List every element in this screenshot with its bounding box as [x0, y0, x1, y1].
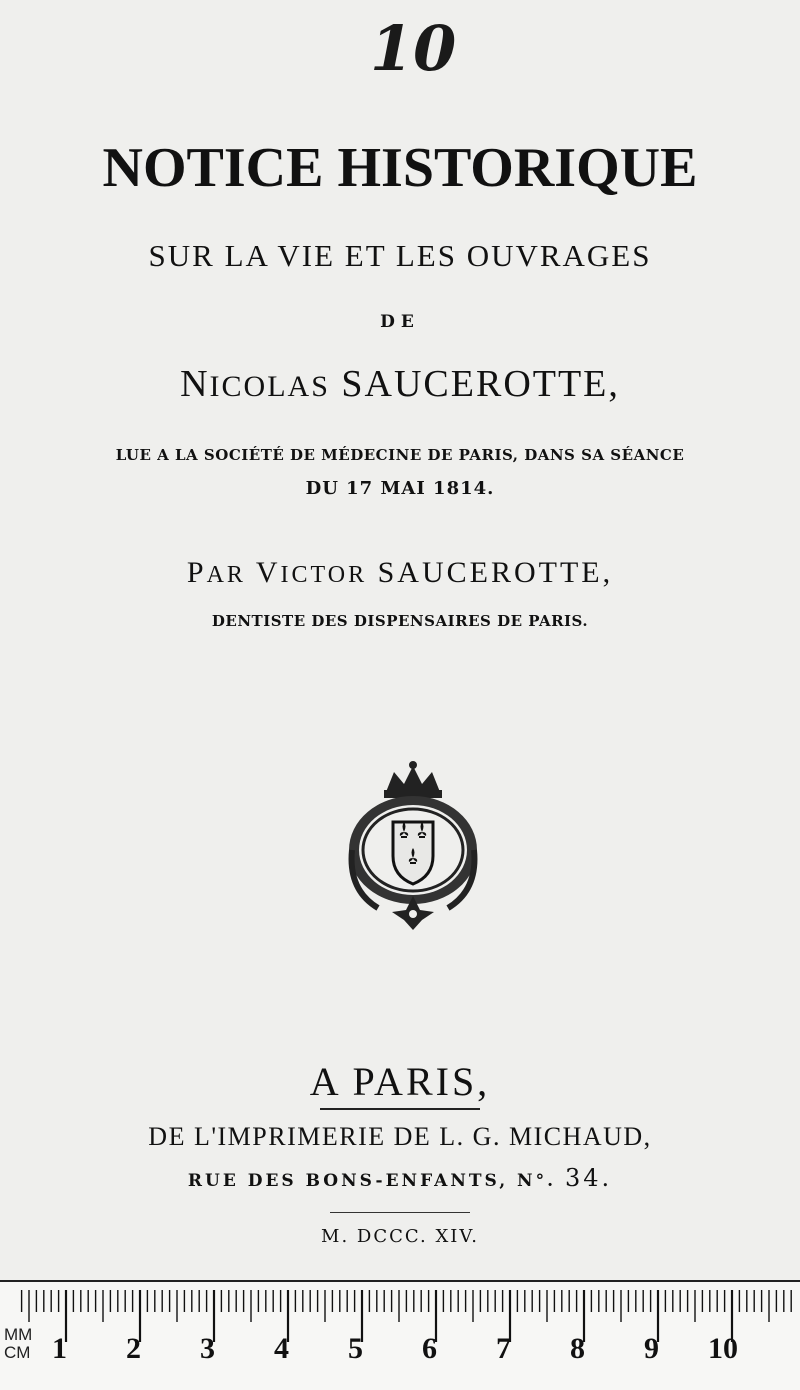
measurement-ruler — [0, 1280, 800, 1390]
par-initial: P — [186, 556, 207, 589]
ruler-number: 7 — [496, 1332, 511, 1365]
preposition-de: DE — [380, 312, 420, 332]
subject-first-rest: ICOLAS — [209, 370, 330, 403]
book-subtitle: SUR LA VIE ET LES OUVRAGES — [148, 238, 652, 273]
book-title: NOTICE HISTORIQUE — [102, 137, 698, 199]
ruler-number: 1 — [52, 1332, 67, 1365]
imprint-address — [0, 1164, 800, 1192]
ruler-number: 6 — [422, 1332, 437, 1365]
subject-name — [0, 362, 800, 406]
date-line: DU 17 MAI 1814. — [305, 478, 495, 499]
ruler-ticks — [0, 1282, 800, 1390]
author-last-name: SAUCEROTTE, — [377, 556, 614, 589]
ruler-unit-cm: CM — [4, 1343, 31, 1362]
ruler-number: 3 — [200, 1332, 215, 1365]
subject-last-name: SAUCEROTTE, — [341, 363, 620, 405]
year-rule — [330, 1212, 470, 1213]
imprint-street-number: 34. — [564, 1164, 613, 1192]
ruler-number: 9 — [644, 1332, 659, 1365]
author-title: DENTISTE DES DISPENSAIRES DE PARIS. — [211, 612, 589, 630]
ruler-number: 8 — [570, 1332, 585, 1365]
par-rest: AR — [206, 562, 246, 588]
imprint-rule — [320, 1108, 480, 1110]
imprint-city: A PARIS, — [309, 1059, 491, 1104]
ruler-number: 4 — [274, 1332, 289, 1365]
ruler-number: 5 — [348, 1332, 363, 1365]
ruler-unit-mm: MM — [4, 1325, 33, 1344]
author-line — [0, 556, 800, 590]
subject-first-initial: N — [180, 363, 210, 405]
show-through-text — [80, 300, 720, 1180]
ruler-number: 2 — [126, 1332, 141, 1365]
imprint-street: RUE DES BONS-ENFANTS, N°. — [187, 1171, 557, 1191]
imprint-printer: DE L'IMPRIMERIE DE L. G. MICHAUD, — [148, 1122, 652, 1151]
royal-arms-seal-icon — [338, 760, 488, 930]
author-first-initial: V — [255, 556, 281, 589]
folio-number: 10 — [370, 12, 457, 85]
ruler-number: 10 — [708, 1332, 738, 1365]
reading-line: LUE A LA SOCIÉTÉ DE MÉDECINE DE PARIS, DANS SA SÉANCE — [115, 446, 685, 464]
author-first-rest: ICTOR — [280, 562, 368, 588]
publication-year: M. DCCC. XIV. — [321, 1226, 479, 1247]
